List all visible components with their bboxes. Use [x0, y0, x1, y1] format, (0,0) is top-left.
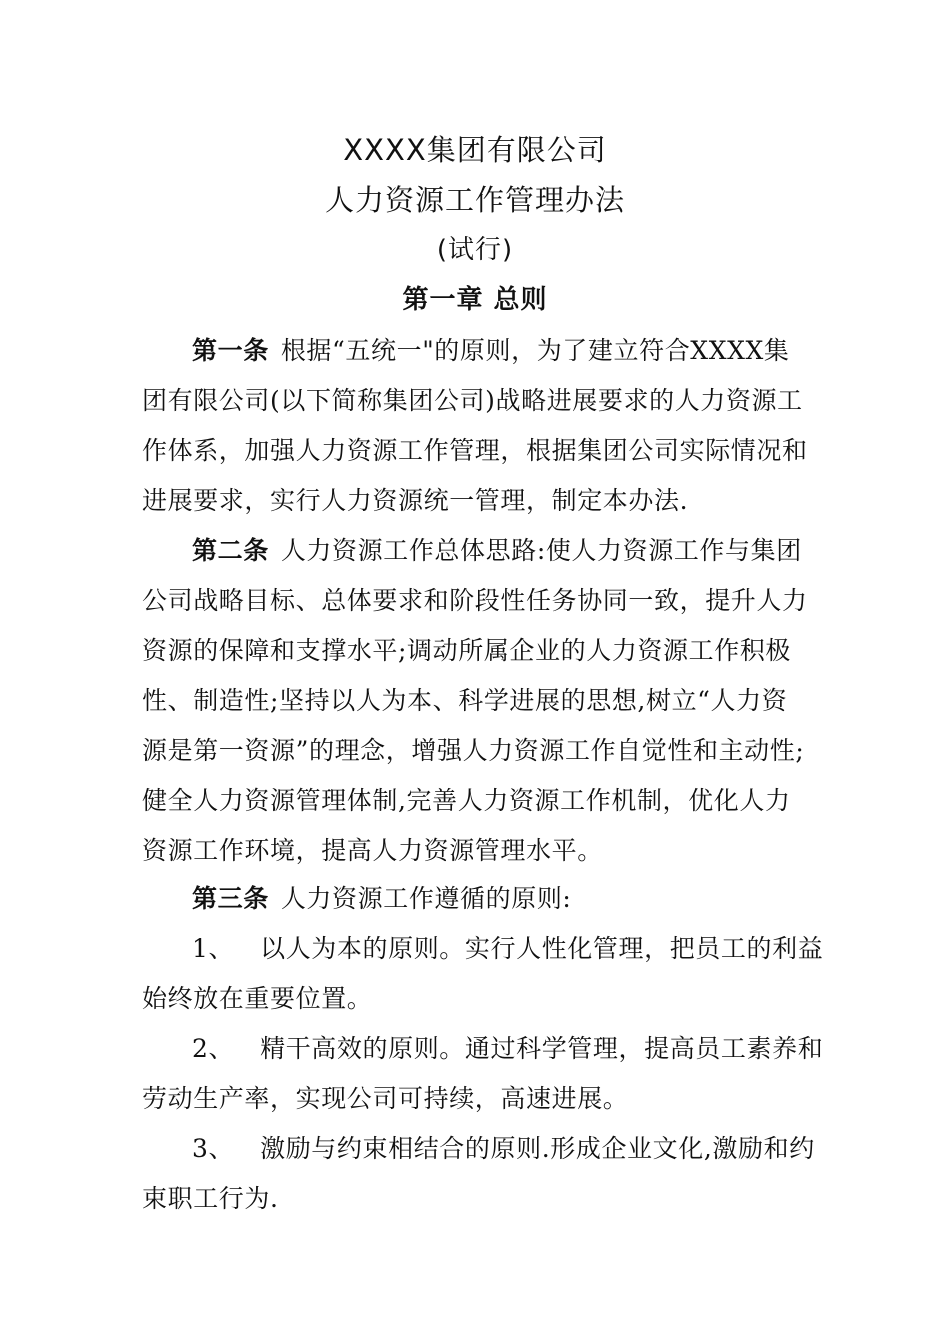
article-2-label: 第二条 — [192, 536, 269, 565]
item-text: 激励与约束相结合的原则.形成企业文化,激励和约 — [260, 1134, 815, 1163]
article-1-line — [192, 334, 842, 368]
article-3-label: 第三条 — [192, 884, 269, 913]
article-1-line: 作体系，加强人力资源工作管理，根据集团公司实际情况和 — [142, 436, 808, 465]
article-2-line: 健全人力资源管理体制,完善人力资源工作机制，优化人力 — [142, 786, 791, 815]
item-number: 2、 — [192, 1034, 235, 1063]
document-title: 人力资源工作管理办法 — [324, 183, 625, 217]
item-text: 精干高效的原则。通过科学管理，提高员工素养和 — [260, 1034, 824, 1063]
principle-item-line: 劳动生产率，实现公司可持续，高速进展。 — [142, 1084, 629, 1113]
article-2-line: 资源工作环境，提高人力资源管理水平。 — [142, 836, 603, 865]
company-title: XXXX集团有限公司 — [343, 133, 607, 167]
article-3-text: 人力资源工作遵循的原则: — [280, 884, 572, 913]
article-2-line: 资源的保障和支撑水平;调动所属企业的人力资源工作积极 — [142, 636, 792, 665]
principle-item — [192, 1032, 842, 1066]
article-1-label: 第一条 — [192, 336, 269, 365]
article-2-line — [192, 534, 842, 568]
item-text: 以人为本的原则。实行人性化管理，把员工的利益 — [260, 934, 824, 963]
article-2-line: 公司战略目标、总体要求和阶段性任务协同一致，提升人力 — [142, 586, 808, 615]
article-2-text: 人力资源工作总体思路:使人力资源工作与集团 — [280, 536, 802, 565]
item-number: 1、 — [192, 934, 235, 963]
article-1-line: 进展要求，实行人力资源统一管理，制定本办法. — [142, 486, 689, 515]
principle-item — [192, 932, 842, 966]
article-3-line — [192, 882, 842, 916]
article-2-line: 性、制造性;坚持以人为本、科学进展的思想,树立“人力资 — [142, 686, 788, 715]
item-number: 3、 — [192, 1134, 235, 1163]
document-status: (试行) — [436, 235, 514, 265]
principle-item — [192, 1132, 842, 1166]
article-2-line: 源是第一资源”的理念，增强人力资源工作自觉性和主动性; — [142, 736, 805, 765]
principle-item-line: 始终放在重要位置。 — [142, 984, 373, 1013]
chapter-heading: 第一章 总则 — [402, 285, 548, 315]
article-1-text: 根据“五统一"的原则，为了建立符合XXXX集 — [280, 336, 790, 365]
principle-item-line: 束职工行为. — [142, 1184, 279, 1213]
article-1-line: 团有限公司(以下简称集团公司)战略进展要求的人力资源工 — [142, 386, 803, 415]
